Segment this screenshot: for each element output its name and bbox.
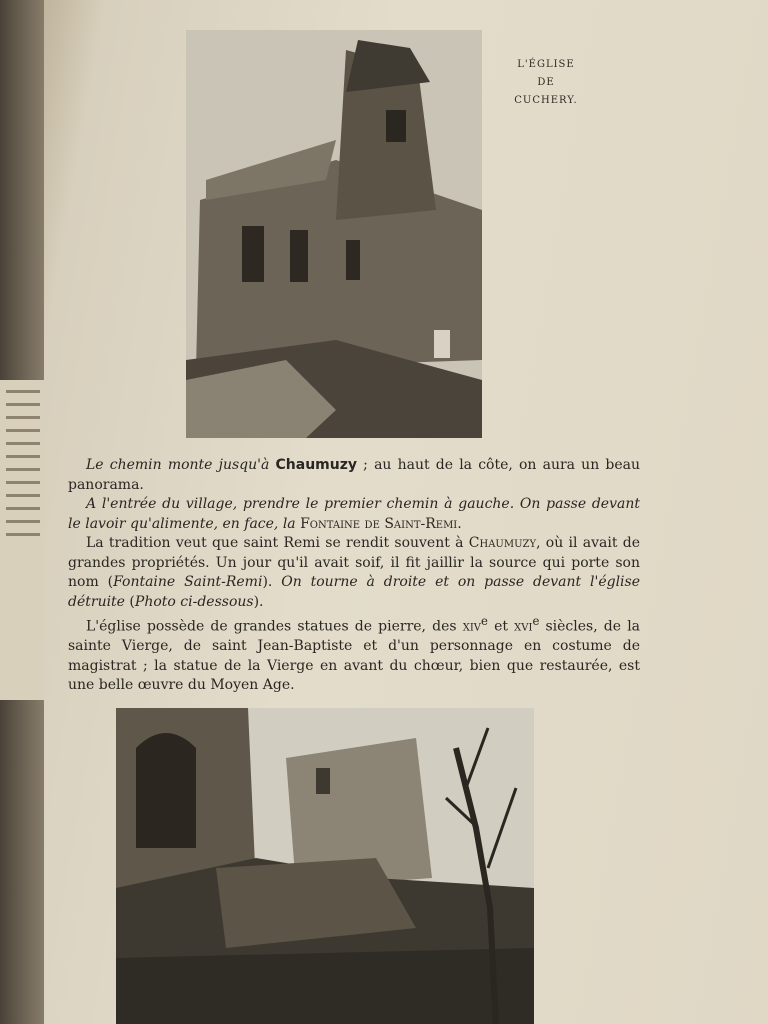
left-page-text-strip (0, 380, 46, 700)
p3-text-g: ( (124, 593, 135, 610)
p2-end: . (457, 515, 462, 532)
p3-photo-reference: Photo ci-dessous (134, 593, 254, 610)
paragraph-2 (68, 495, 640, 534)
p4-superscript-2: e (532, 614, 540, 628)
p3-text-c: , où il avait de grandes propriétés. Un jour qu'il avait soif, il fit jaillir la source qui porte son nom ( (68, 535, 640, 590)
body-text (68, 456, 640, 696)
p1-italic-intro: Le chemin monte jusqu'à (86, 457, 276, 473)
p4-century-14: xiv (462, 618, 482, 635)
p4-superscript-1: e (481, 614, 488, 628)
p3-text-a: La tradition veut que saint Remi se rendit souvent à (86, 535, 469, 551)
book-page (44, 0, 768, 1024)
church-ruins-photo-top (186, 30, 482, 438)
p3-text-e: ). (262, 574, 282, 590)
paragraph-1 (68, 456, 640, 495)
p4-text-d: et (487, 618, 515, 635)
p4-century-16: xvi (514, 618, 533, 635)
paragraph-3 (68, 534, 640, 612)
photo-caption (496, 56, 596, 110)
p2-fountain-name: Fontaine de Saint-Remi (300, 515, 458, 532)
caption-line-2: DE (537, 77, 555, 88)
church-ruins-photo-bottom (116, 708, 534, 1024)
p3-direction-italic: On tourne à droite et on passe devant l'église détruite (68, 574, 640, 610)
p3-place-name: Chaumuzy (468, 535, 537, 551)
p1-place-name: Chaumuzy (275, 457, 358, 473)
caption-line-3: CUCHERY. (514, 95, 578, 106)
p4-text-g: siècles, de la sainte Vierge, de saint Jean-Baptiste et d'un personnage en costume de magistrat ; la statue de la Vierge en avant du chœur, bien que restaurée, est une belle œuvre du Moyen Age. (68, 618, 641, 694)
p2-italic-text: A l'entrée du village, prendre le premier chemin à gauche. On passe devant le lavoir qu'alimente, en face, la (68, 496, 640, 532)
p4-text-a: L'église possède de grandes statues de pierre, des (86, 618, 463, 635)
p3-end: ). (253, 593, 264, 610)
p3-fountain-italic: Fontaine Saint-Remi (113, 574, 263, 590)
p1-text: ; au haut de la côte, on aura un beau panorama. (68, 457, 640, 493)
paragraph-4 (68, 612, 640, 696)
caption-line-1: L'ÉGLISE (517, 59, 575, 70)
